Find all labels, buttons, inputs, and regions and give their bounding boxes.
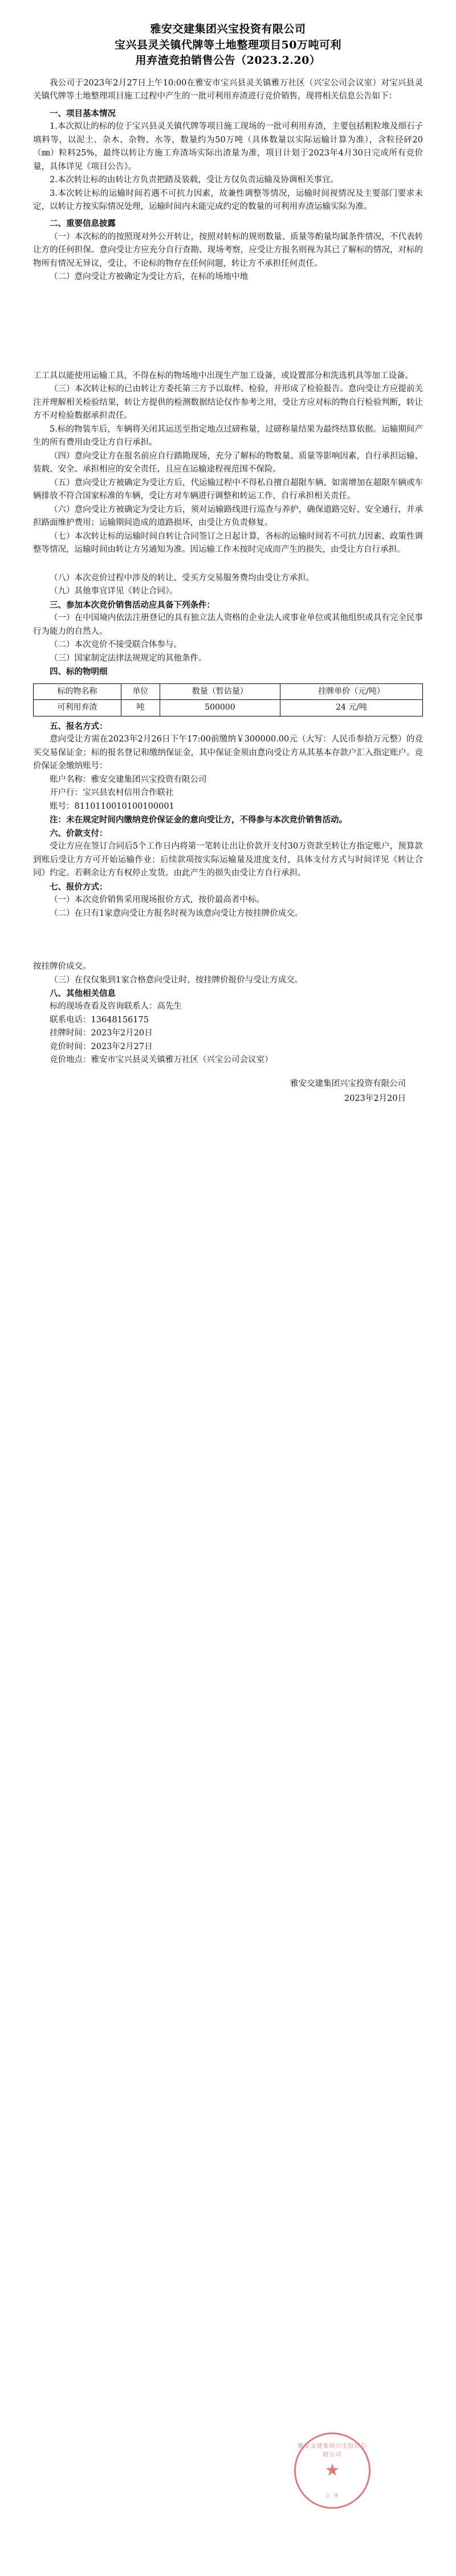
section-2-paragraph-1: （一）本次标的的按照现对外公开转让，按照对转标的规则数量、质量等酌量均属条件情况，不代表转让方的任何担保。意向受让方应充分自行查勘、现场考察，应受让方报名则视为其已了解标的情况，对标的物所有情况无异议，受让，不论标的物存在任何问题，转让方不承担任何责任。 [33,232,423,268]
signature-block [33,1076,423,1106]
section-3-item-1: （一）在中国境内依法注册登记的具有独立法人资格的企业法人或事业单位或其他组织或具有完全民事行为能力的自然人。 [33,613,423,636]
table-header-row [34,683,423,700]
signup-paragraph-1: 意向受让方需在2023年2月26日下午17:00前缴纳￥300000.00元（大写：人民币参拾万元整）的竞买交易保证金；标的报名登记和缴纳保证金，其中保证金须由意向受让方从其基本存款户汇入指定账户。竞价保证金缴纳账号： [33,735,423,771]
mid-paragraph-1: 工工具以能使用运输工具，不得在标的物场地中出现生产加工设备，或设置部分和洗选机具等加工设备。 [33,371,413,380]
mid-paragraph-7: （七）本次转让标的运输时间自转让合同签订之日起计算，各标的运输时间若不可抗力因素、政策性调整等情况，运输时间由转让方另通知为准。因运输工作未按时完成而产生的损失，由受让方自行承担。 [33,531,423,555]
signup-account-number: 账号：8110110010100100001 [50,801,174,811]
section-1-paragraph-3: 3.本次转让标的运输时间若遇不可抗力因素，故兼性调整等情况，运输时间视情况及主要部门要求未定，以转让方按实际情况处理，运输时间内未能完成约定的数量的可利用弃渣运输实际为准。 [33,189,423,211]
mid-paragraph-4: （四）意向受让方在报名前应自行踏勘现场，充分了解标的物数量、质量等影响因素，自行承担运输、装载、安全、承担相应的安全责任，且应在运输途程视范围不保险。 [33,451,423,474]
section-3-item-2: （二）本次竞价不接受联合体参与。 [50,640,182,650]
seal-top-text: 雅安交建集团兴宝投资有限公司 [298,2443,367,2458]
contact-person: 标的现场查看及咨询联系人：高先生 [50,1002,182,1011]
section-6-heading: 六、价款支付： [50,828,108,838]
signature-company: 雅安交建集团兴宝投资有限公司 [290,1079,406,1088]
signature-date: 2023年2月20日 [344,1094,406,1103]
section-8-heading: 八、其他相关信息 [50,988,116,998]
mid-paragraph-3: 5.标的物装车后，车辆将关闭其运送至指定地点过磅称量，过磅称量结果为最终结算依据。运输期间产生的所有费用由受让方自行承担。 [33,424,423,448]
blank-region-lower [33,920,423,960]
section-1-paragraph-1: 1.本次拟让的标的位于宝兴县灵关镇代牌等项目施工现场的一批可利用弃渣，主要包括粗粒堆及细石子填料等，以泥土、杂木、杂物、水等，数量约为50万吨（具体数量以实际运输计算为准），含粒径砰20（㎜）粒料25%，最终以转让方施工弃渣场实际出渣量为准，项目计划于2023年4月30日完成所有竞价量，具体详见《项目公告》。 [33,122,423,171]
section-4-heading: 四、标的物明细 [50,667,108,677]
page-title [33,22,423,69]
section-3-item-3: （三）国家制定法律法规规定的其他条件。 [50,653,207,663]
listing-date: 挂牌时间：2023年2月20日 [50,1029,153,1038]
contact-phone: 联系电话：13648156175 [50,1015,149,1025]
section-1-heading: 一、项目基本情况 [50,108,116,118]
title-line-1: 雅安交建集团兴宝投资有限公司 [150,23,306,35]
table-header-price: 挂牌单价（元/吨） [280,683,423,700]
clause-9: （九）其他事宜详见《转让合同》。 [50,587,178,596]
bidding-continuation: 按挂牌价成交。 [33,962,91,972]
cell-unit: 吨 [121,700,160,716]
signup-account-name: 账户名称：雅安交建集团兴宝投资有限公司 [50,775,207,784]
section-2-heading: 二、重要信息披露 [50,219,116,229]
official-seal-icon [294,2432,370,2509]
section-1-paragraph-2: 2.本次转让标的由转让方负责把踏及装载，受让方仅负责运输及协调相关事宜。 [50,175,339,185]
section-2-paragraph-2: （二）意向受让方被确定为受让方后，在标的场地中地 [50,272,248,282]
bidding-item-1: （一）本次竞价销售采用现场报价方式，按价最高者中标。 [50,895,264,905]
cell-name: 可利用弃渣 [34,700,121,716]
section-7-heading: 七、报价方式： [50,882,108,892]
seal-bottom-text: 公 章 [325,2493,339,2499]
bidding-location: 竞价地点：雅安市宝兴县灵关镇雅万社区（兴宝公司会议室） [50,1055,273,1065]
table-row [34,700,423,716]
payment-paragraph: 受让方应在签订合同后5个工作日内将第一笔转让出让价款开支付30万资款至转让方指定账户，预算款到账后受让方方可开始运输作业；后续款项按实际运输量及进度支付，具体支付方式与时间详见《转让合同》约定。若剩余让方有权停止发货。由此产生的损失由受让方自行承担。 [33,842,423,878]
bidding-item-2: （二）在只有1家意向受让方报名时视为该意向受让方按挂牌价成交。 [50,908,303,918]
mid-paragraph-2: （三）本次转让标的已由转让方委托第三方予以取样、检验，并形成了检验报告。意向受让方应提前关注并理解相关检验结果，转让方提供的检测数据结论仅作参考之用，受让方应对标的物自行检验判断，转让方不对检验数据承担责任。 [33,384,423,421]
table-header-name: 标的物名称 [34,683,121,700]
table-header-quantity: 数量（暂估量） [160,683,280,700]
title-line-3: 用弃渣竞拍销售公告（2023.2.20） [135,54,321,67]
cell-price: 24 元/吨 [280,700,423,716]
title-line-2: 宝兴县灵关镇代牌等土地整理项目50万吨可利 [115,38,341,51]
mid-paragraph-8: （八）本次竞价过程中涉及的转让、受买方交易服务费均由受让方承担。 [50,573,314,583]
section-5-heading: 五、报名方式： [50,721,108,731]
table-header-unit: 单位 [121,683,160,700]
seal-star-icon: ★ [324,2460,340,2480]
mid-paragraph-5: （五）意向受让方被确定为受让方后，代运输过程中不得私自擅自超限车辆、如需增加在超限车辆或车辆排放不符合国家标准的车辆，受让方对车辆进行调整和转运工作，自行承担相关责任。 [33,478,423,501]
bidding-date: 竞价时间：2023年2月27日 [50,1042,153,1051]
signup-bank: 开户行：宝兴县农村信用合作联社 [50,788,174,798]
bidding-item-3: （三）在仅仅集到1家合格意向受让时，按挂牌价报价与受让方成交。 [50,975,303,985]
goods-table [33,683,423,716]
blank-region-upper [33,284,423,370]
mid-paragraph-6: （六）意向受让方被确定为受让方后，须对运输路线进行巡查与养护，确保道路完好、安全通行，并承担路面维护费用；运输期间造成的道路损坏，由受让方负责修复。 [33,505,423,528]
cell-quantity: 500000 [160,700,280,716]
section-3-heading: 三、参加本次竞价销售活动应具备下列条件： [50,600,215,610]
intro-paragraph: 我公司于2023年2月27日上午10:00在雅安市宝兴县灵关镇雅万社区（兴宝公司会议室）对宝兴县灵关镇代牌等土地整理项目施工过程中产生的一批可利用弃渣进行竞价销售，现将相关信息公告如下： [33,78,423,101]
signup-note: 注：未在规定时间内缴纳竞价保证金的意向受让方，不得参与本次竞价销售活动。 [50,815,347,825]
